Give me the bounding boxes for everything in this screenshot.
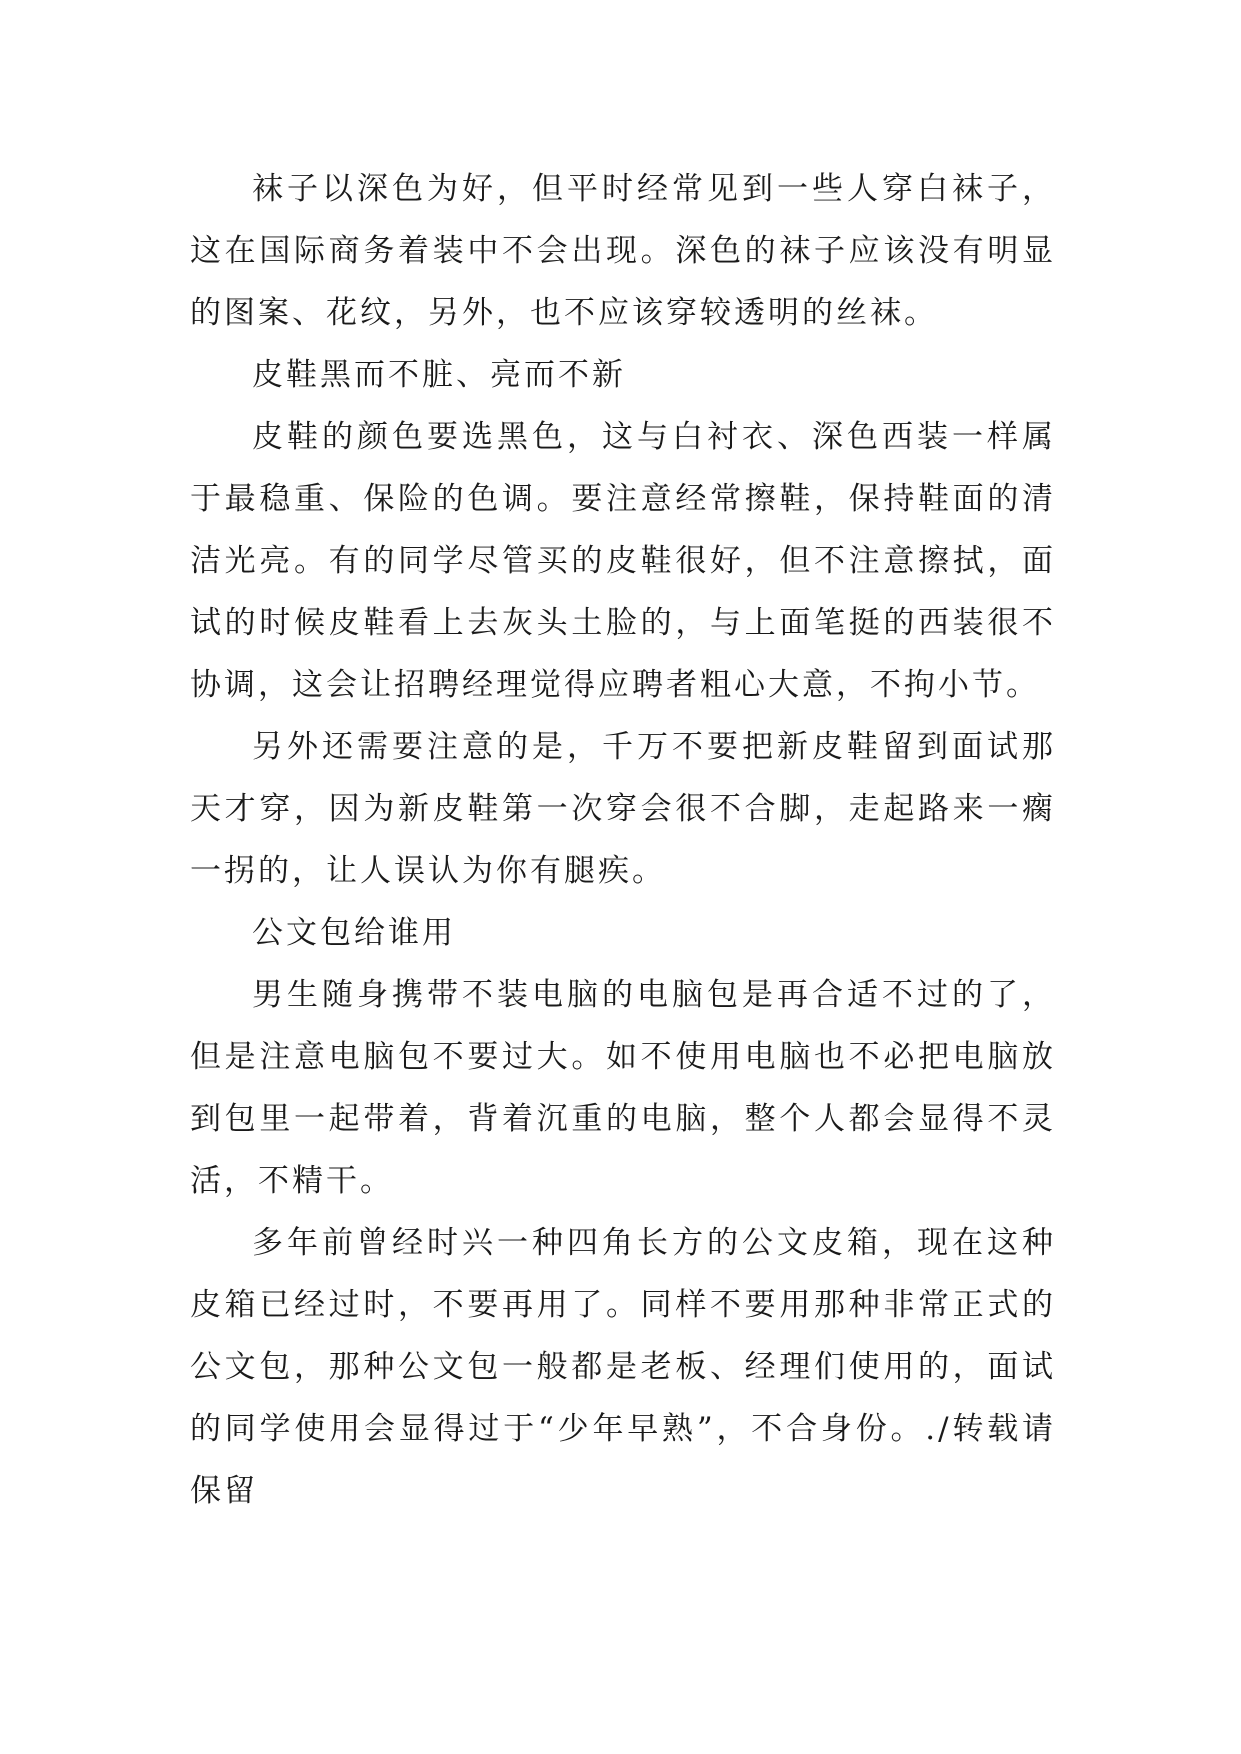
paragraph-shoe-color: 皮鞋的颜色要选黑色，这与白衬衣、深色西装一样属于最稳重、保险的色调。要注意经常擦鞋，保持鞋面的清洁光亮。有的同学尽管买的皮鞋很好，但不注意擦拭，面试的时候皮鞋看上去灰头土脸的，与上面笔挺的西装很不协调，这会让招聘经理觉得应聘者粗心大意，不拘小节。: [190, 419, 1056, 703]
paragraph-old-briefcase: 多年前曾经时兴一种四角长方的公文皮箱，现在这种皮箱已经过时，不要再用了。同样不要用那种非常正式的公文包，那种公文包一般都是老板、经理们使用的，面试的同学使用会显得过于“少年早熟”，不合身份。./转载请保留: [190, 1225, 1056, 1509]
paragraph-socks: 袜子以深色为好，但平时经常见到一些人穿白袜子，这在国际商务着装中不会出现。深色的袜子应该没有明显的图案、花纹，另外，也不应该穿较透明的丝袜。: [190, 171, 1056, 331]
heading-briefcase: 公文包给谁用: [252, 915, 456, 951]
heading-leather-shoes: 皮鞋黑而不脏、亮而不新: [252, 357, 626, 393]
document-body: [190, 158, 1056, 1522]
paragraph-laptop-bag: 男生随身携带不装电脑的电脑包是再合适不过的了，但是注意电脑包不要过大。如不使用电脑也不必把电脑放到包里一起带着，背着沉重的电脑，整个人都会显得不灵活，不精干。: [190, 977, 1056, 1199]
paragraph-new-shoes: 另外还需要注意的是，千万不要把新皮鞋留到面试那天才穿，因为新皮鞋第一次穿会很不合脚，走起路来一瘸一拐的，让人误认为你有腿疾。: [190, 729, 1056, 889]
